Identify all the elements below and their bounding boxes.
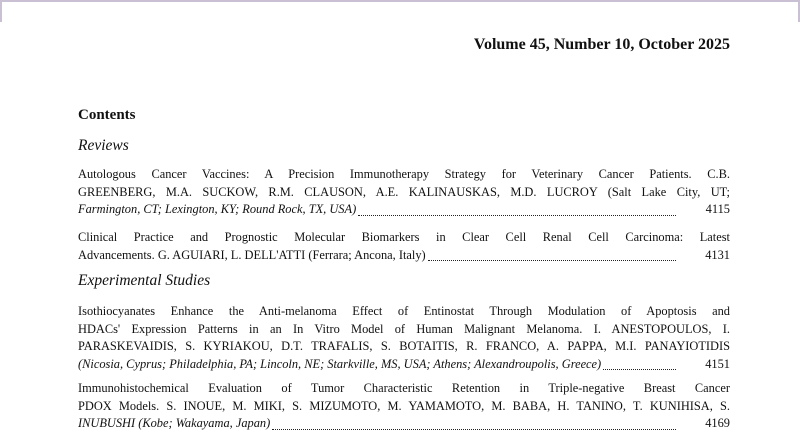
entry-line: Advancements. G. AGUIARI, L. DELL'ATTI (Ferrara; Ancona, Italy) (78, 247, 426, 262)
entry-line: PARASKEVAIDIS, S. KYRIAKOU, D.T. TRAFALIS, S. BOTAITIS, R. FRANCO, A. PAPPA, M.I. PANAYIOTIDIS (78, 339, 730, 353)
toc-entry-2[interactable] (78, 229, 730, 264)
dot-leader (358, 214, 676, 216)
section-experimental-studies: Experimental Studies (78, 272, 211, 289)
entry-line: PDOX Models. S. INOUE, M. MIKI, S. MIZUMOTO, M. YAMAMOTO, M. BABA, H. TANINO, T. KUNIHISA, S. (78, 398, 730, 413)
entry-line: HDACs' Expression Patterns in an In Vitro Model of Human Malignant Melanoma. I. ANESTOPOULOS, I. (78, 321, 730, 336)
volume-header: Volume 45, Number 10, October 2025 (473, 36, 730, 53)
page-number: 4115 (705, 202, 730, 216)
dot-leader (428, 259, 676, 261)
contents-title: Contents (78, 107, 136, 123)
entry-affiliation: Farmington, CT; Lexington, KY; Round Rock, TX, USA) (78, 202, 357, 216)
entry-line: Clinical Practice and Prognostic Molecular Biomarkers in Clear Cell Renal Cell Carcinoma: Latest (78, 230, 730, 244)
toc-entry-3[interactable] (78, 303, 730, 373)
entry-line (78, 356, 601, 374)
entry-line: Autologous Cancer Vaccines: A Precision Immunotherapy Strategy for Veterinary Cancer Patients. C.B. (78, 167, 730, 181)
page-number: 4169 (705, 416, 730, 430)
left-border (0, 0, 2, 22)
page-number: 4151 (705, 356, 730, 371)
entry-line (78, 201, 356, 219)
toc-entry-4[interactable] (78, 380, 730, 433)
page-number: 4131 (705, 247, 730, 262)
toc-entry-1[interactable] (78, 166, 730, 219)
top-border (0, 0, 800, 2)
entry-affiliation: (Nicosia, Cyprus; Philadelphia, PA; Lincoln, NE; Starkville, MS, USA; Athens; Alexandroupolis, Greece) (78, 356, 602, 371)
entry-line: GREENBERG, M.A. SUCKOW, R.M. CLAUSON, A.E. KALINAUSKAS, M.D. LUCROY (Salt Lake City, UT; (78, 184, 730, 199)
entry-line: Immunohistochemical Evaluation of Tumor Characteristic Retention in Triple-negative Breast Cancer (78, 381, 730, 395)
dot-leader (272, 428, 676, 430)
dot-leader (603, 368, 676, 370)
section-reviews: Reviews (78, 137, 129, 154)
entry-affiliation: INUBUSHI (Kobe; Wakayama, Japan) (78, 416, 271, 430)
entry-line: Isothiocyanates Enhance the Anti-melanoma Effect of Entinostat Through Modulation of Apoptosis and (78, 304, 730, 318)
entry-line (78, 415, 270, 433)
